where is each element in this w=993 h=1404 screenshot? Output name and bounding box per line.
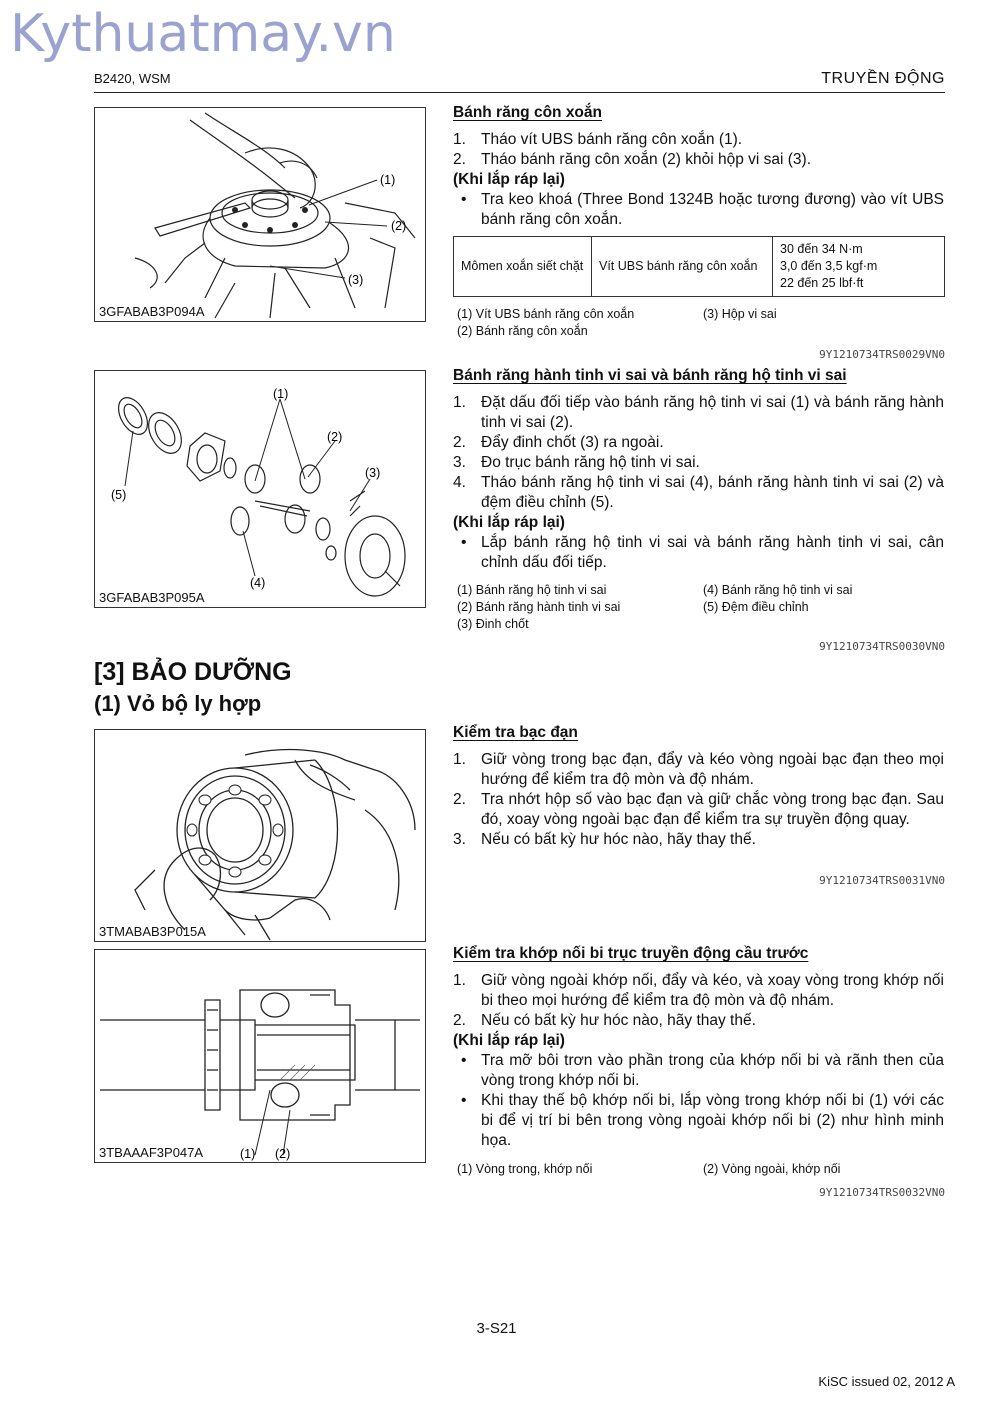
step-item: 2. Tháo bánh răng côn xoắn (2) khỏi hộp vi sai (3).	[453, 151, 811, 168]
chapter-subtitle: (1) Vỏ bộ ly hợp	[94, 691, 262, 716]
figure-code: 3TMABAB3P015A	[99, 924, 206, 939]
legend-item: (2) Bánh răng côn xoắn	[457, 324, 588, 338]
reference-code: 9Y1210734TRS0030VN0	[819, 640, 945, 653]
table-cell-label: Mômen xoắn siết chặt	[454, 237, 592, 297]
legend-item: (3) Hộp vi sai	[703, 307, 777, 321]
ball-joint-hatch	[280, 1065, 315, 1080]
reference-code: 9Y1210734TRS0032VN0	[819, 1186, 945, 1199]
step-item: 4. Tháo bánh răng hộ tinh vi sai (4), bánh răng hành tinh vi sai (2) và đệm điều chỉnh (5).	[453, 474, 944, 511]
step-item: 3. Đo trục bánh răng hộ tinh vi sai.	[453, 454, 700, 471]
bullet-item: • Tra keo khoá (Three Bond 1324B hoặc tương đương) vào vít UBS bánh răng côn xoắn.	[453, 190, 944, 230]
legend-item: (1) Bánh răng hộ tinh vi sai	[457, 583, 607, 597]
fig4-label-1: (1)	[240, 1147, 256, 1161]
figure-spiral-bevel-gear	[94, 107, 426, 322]
fig1-label-2: (2)	[391, 219, 407, 233]
legend-ball-joint	[457, 1161, 947, 1179]
issue-note: KiSC issued 02, 2012 A	[818, 1374, 955, 1389]
figure-bearing-check	[94, 729, 426, 942]
bullet-item: • Lắp bánh răng hộ tinh vi sai và bánh răng hành tinh vi sai, cân chỉnh dấu đối tiếp.	[453, 533, 944, 573]
page-number: 3-S21	[476, 1320, 517, 1337]
step-item: 3. Nếu có bất kỳ hư hóc nào, hãy thay thế.	[453, 831, 756, 848]
bullet-item: • Tra mỡ bôi trơn vào phần trong của khớp nối bi và rãnh then của vòng trong khớp nối bi.	[453, 1051, 944, 1091]
table-cell-values: 30 đến 34 N·m 3,0 đến 3,5 kgf·m 22 đến 25 lbf·ft	[773, 237, 945, 297]
section-body-ball-joint-check	[453, 971, 944, 1151]
figure-ball-joint	[94, 949, 426, 1163]
reassembly-heading: (Khi lắp ráp lại)	[453, 171, 565, 188]
fig4-label-2: (2)	[275, 1147, 291, 1161]
fig1-label-1: (1)	[380, 173, 396, 187]
figure-code: 3GFABAB3P094A	[99, 304, 205, 319]
legend-item: (1) Vít UBS bánh răng côn xoắn	[457, 307, 635, 321]
fig2-label-5: (5)	[111, 488, 127, 502]
reference-code: 9Y1210734TRS0031VN0	[819, 874, 945, 887]
step-item: 1. Giữ vòng trong bạc đạn, đẩy và kéo vòng ngoài bạc đạn theo mọi hướng để kiểm tra độ mòn và độ nhám.	[453, 751, 944, 788]
differential-gears-illustration	[95, 371, 425, 607]
legend-item: (2) Vòng ngoài, khớp nối	[703, 1162, 841, 1176]
section-title-bearing-check: Kiểm tra bạc đạn	[453, 724, 578, 741]
fig2-label-1: (1)	[273, 387, 289, 401]
figure-code: 3TBAAAF3P047A	[99, 1145, 204, 1160]
legend-item: (3) Đinh chốt	[457, 617, 529, 631]
section-title-ball-joint-check: Kiểm tra khớp nối bi trục truyền động cầu trước	[453, 945, 809, 962]
legend-item: (5) Đệm điều chỉnh	[703, 600, 809, 614]
step-item: 1. Tháo vít UBS bánh răng côn xoắn (1).	[453, 131, 743, 148]
legend-item: (4) Bánh răng hộ tinh vi sai	[703, 583, 853, 597]
step-item: 2. Tra nhớt hộp số vào bạc đạn và giữ chắc vòng trong bạc đạn. Sau đó, xoay vòng ngoài bạc đạn để kiểm tra sự truyền động quay.	[453, 791, 944, 828]
fig2-label-3: (3)	[365, 466, 381, 480]
step-item: 1. Đặt dấu đối tiếp vào bánh răng hộ tinh vi sai (1) và bánh răng hành tinh vi sai (2).	[453, 394, 944, 431]
chapter-title: [3] BẢO DƯỠNG	[94, 658, 292, 686]
reassembly-heading: (Khi lắp ráp lại)	[453, 1032, 565, 1049]
reference-code: 9Y1210734TRS0029VN0	[819, 348, 945, 361]
section-body-differential-gears	[453, 393, 944, 573]
section-title-differential-gears: Bánh răng hành tinh vi sai và bánh răng hộ tinh vi sai	[453, 367, 847, 384]
torque-spec-table	[453, 236, 945, 297]
bearing-check-illustration	[95, 730, 425, 941]
header-chapter: TRUYỀN ĐỘNG	[821, 70, 945, 87]
header-rule	[94, 92, 945, 93]
step-item: 2. Nếu có bất kỳ hư hóc nào, hãy thay thế.	[453, 1012, 756, 1029]
section-body-bearing-check	[453, 750, 944, 850]
ball-joint-illustration	[95, 950, 425, 1162]
fig2-label-4: (4)	[250, 576, 266, 590]
figure-code: 3GFABAB3P095A	[99, 590, 205, 605]
legend-item: (2) Bánh răng hành tinh vi sai	[457, 600, 621, 614]
figure-differential-gears	[94, 370, 426, 608]
legend-item: (1) Vòng trong, khớp nối	[457, 1162, 593, 1176]
legend-spiral-bevel-gear	[457, 306, 947, 342]
fig2-label-2: (2)	[327, 430, 343, 444]
spiral-bevel-gear-illustration	[95, 108, 425, 321]
fig1-label-3: (3)	[348, 273, 364, 287]
section-body-spiral-bevel-gear	[453, 130, 944, 230]
step-item: 2. Đẩy đinh chốt (3) ra ngoài.	[453, 434, 664, 451]
bullet-item: • Khi thay thế bộ khớp nối bi, lắp vòng trong khớp nối bi (1) với các bi để vị trí bi bên trong vòng ngoài khớp nối bi (2) như hình minh họa.	[453, 1091, 944, 1151]
watermark: Kythuatmay.vn	[10, 4, 396, 64]
legend-differential-gears	[457, 582, 947, 634]
table-cell-part: Vít UBS bánh răng côn xoắn	[592, 237, 773, 297]
reassembly-heading: (Khi lắp ráp lại)	[453, 514, 565, 531]
step-item: 1. Giữ vòng ngoài khớp nối, đẩy và kéo, và xoay vòng trong khớp nối bi theo mọi hướng để kiểm tra độ mòn và độ nhám.	[453, 972, 944, 1009]
header-model: B2420, WSM	[94, 71, 171, 86]
section-title-spiral-bevel-gear: Bánh răng côn xoắn	[453, 104, 602, 121]
